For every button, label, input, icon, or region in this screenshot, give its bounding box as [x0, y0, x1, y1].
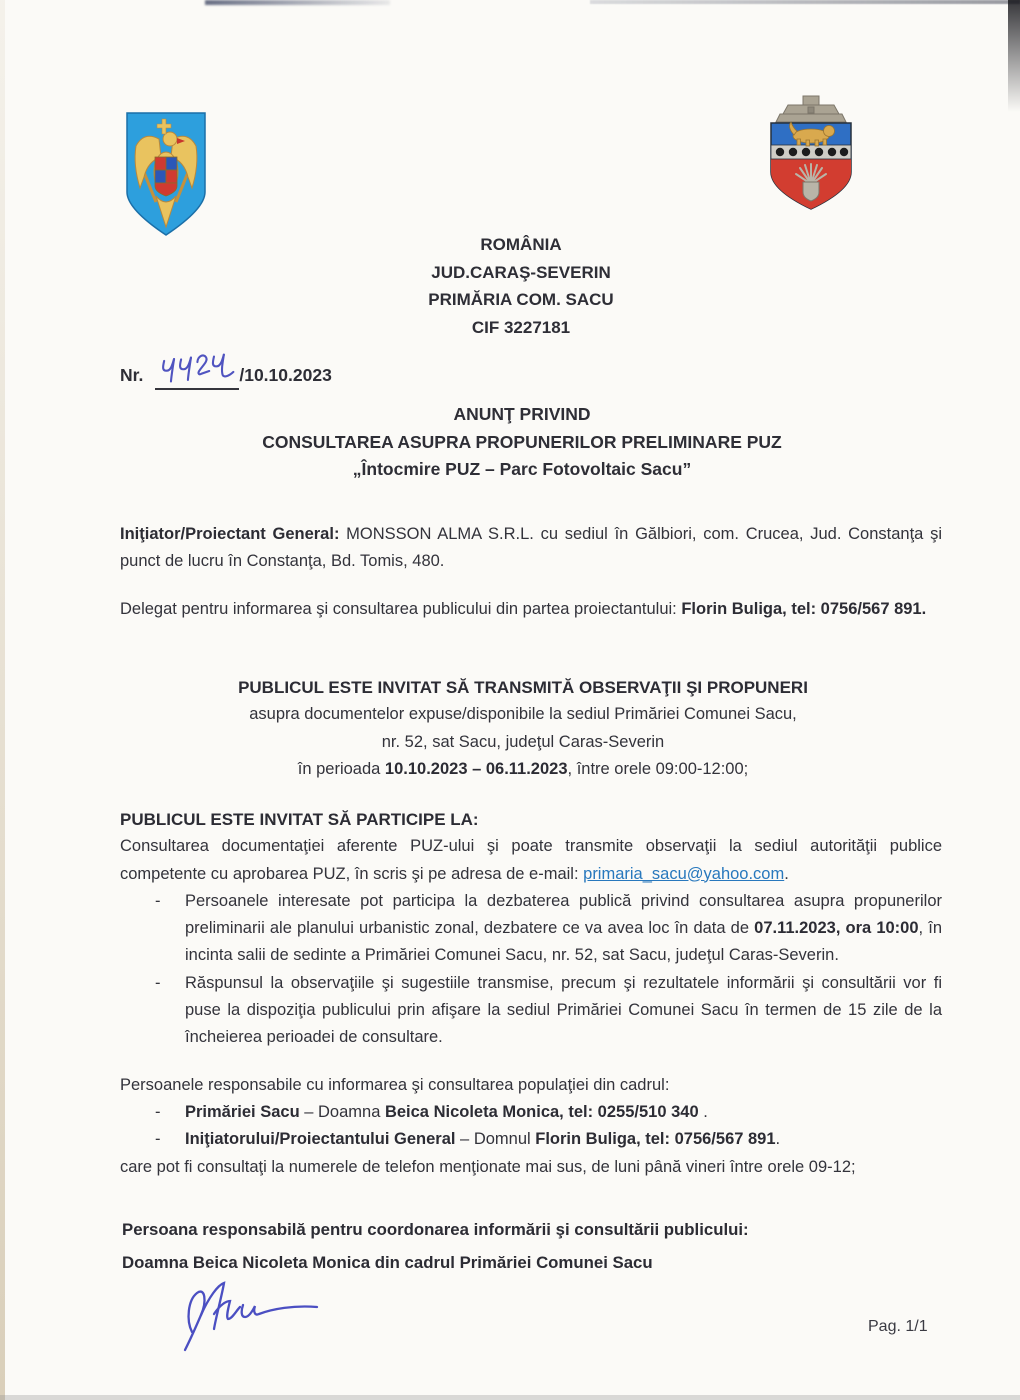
- romania-coat-of-arms-icon: [125, 112, 207, 241]
- responsible-2-entity: Iniţiatorului/Proiectantului General: [185, 1130, 456, 1149]
- participate-heading: PUBLICUL ESTE INVITAT SĂ PARTICIPE LA:: [120, 810, 479, 829]
- letterhead-country: ROMÂNIA: [480, 235, 562, 254]
- registration-date: /10.10.2023: [239, 365, 332, 385]
- responsible-item-2-text: [185, 1126, 780, 1153]
- responsible-1-entity: Primăriei Sacu: [185, 1103, 300, 1122]
- registration-label: Nr.: [120, 365, 144, 385]
- responsible-1-contact: Beica Nicoleta Monica, tel: 0255/510 340: [384, 1103, 699, 1122]
- participate-intro-text: Consultarea documentaţiei aferente PUZ-ului şi poate transmite observaţii la sediul autorităţii publice competente cu aprobarea PUZ, în scris şi pe adresa de e-mail:: [120, 837, 942, 883]
- email-link[interactable]: primaria_sacu@yahoo.com: [583, 864, 785, 883]
- initiator-paragraph: [120, 521, 942, 576]
- period-hours: , între orele 09:00-12:00;: [567, 760, 749, 779]
- responsible-2-contact: Florin Buliga, tel: 0756/567 891: [535, 1130, 776, 1149]
- delegate-paragraph: [120, 596, 942, 624]
- sacu-commune-coat-of-arms-icon: [765, 94, 857, 217]
- bullet-marker: -: [155, 1130, 161, 1149]
- period-dates: 10.10.2023 – 06.11.2023: [384, 760, 568, 779]
- registration-line: [120, 348, 332, 390]
- coordinator-line-2: Doamna Beica Nicoleta Monica din cadrul Primăriei Comunei Sacu: [122, 1253, 653, 1272]
- responsible-outro: care pot fi consultaţi la numerele de telefon menţionate mai sus, de luni până vineri între orele 09-12;: [120, 1157, 856, 1176]
- bullet-1-post: , în incinta salii de sedinte a Primăriei Comunei Sacu, nr. 52, sat Sacu, judeţul Caras-Severin.: [185, 919, 942, 965]
- responsible-item-1: [120, 1099, 942, 1126]
- participate-section: [120, 806, 942, 1052]
- scan-artifact-top-smear: [205, 0, 390, 5]
- responsible-item-1-text: [185, 1099, 708, 1126]
- scan-artifact-bottom-edge: [0, 1395, 1020, 1400]
- invitation-transmit-line-3: [26, 756, 1020, 783]
- period-prefix: în perioada: [297, 760, 385, 779]
- participate-bullet-1: [120, 888, 942, 970]
- coordinator-line-1: Persoana responsabilă pentru coordonarea informării şi consultării publicului:: [122, 1220, 749, 1239]
- scan-artifact-top-right-strip: [1008, 0, 1020, 112]
- responsible-section: [120, 1072, 942, 1181]
- initiator-label: Iniţiator/Proiectant General:: [120, 524, 340, 543]
- invitation-transmit-line-1: asupra documentelor expuse/disponibile la sediul Primăriei Comunei Sacu,: [249, 705, 797, 724]
- responsible-2-post: .: [775, 1130, 781, 1149]
- page-number: Pag. 1/1: [868, 1318, 928, 1335]
- responsible-item-2: [120, 1126, 942, 1153]
- title-line-1: ANUNŢ PRIVIND: [453, 404, 591, 424]
- scan-artifact-top-edge: [590, 0, 1020, 4]
- participate-intro-period: .: [784, 864, 789, 883]
- handwritten-registration-number: [155, 346, 239, 390]
- bullet-marker: -: [155, 891, 161, 910]
- coordinator-section: [122, 1216, 944, 1276]
- letterhead: [0, 231, 1020, 341]
- letterhead-institution: PRIMĂRIA COM. SACU: [428, 290, 614, 309]
- initiator-text: MONSSON ALMA S.R.L. cu sediul în Gălbiori, com. Crucea, Jud. Constanţa şi punct de lucru în Constanţa, Bd. Tomis, 480.: [120, 524, 942, 570]
- participate-bullet-1-text: [185, 888, 942, 970]
- bullet-marker: -: [155, 1103, 161, 1122]
- delegate-contact: Florin Buliga, tel: 0756/567 891.: [681, 599, 927, 618]
- bullet-marker: -: [155, 973, 161, 992]
- title-line-3: „Întocmire PUZ – Parc Fotovoltaic Sacu”: [352, 459, 692, 479]
- handwritten-signature: [176, 1274, 326, 1361]
- responsible-1-post: .: [698, 1103, 708, 1122]
- invitation-transmit-block: [0, 674, 1020, 784]
- title-line-2: CONSULTAREA ASUPRA PROPUNERILOR PRELIMINARE PUZ: [262, 431, 782, 452]
- letterhead-county: JUD.CARAŞ-SEVERIN: [431, 262, 611, 282]
- letterhead-cif: CIF 3227181: [471, 317, 571, 337]
- bullet-1-pre: Persoanele interesate pot participa la dezbaterea publică privind consultarea asupra propunerilor preliminarii ale planului urbanistic zonal, dezbatere ce va avea loc în data de: [185, 891, 942, 938]
- responsible-intro: Persoanele responsabile cu informarea şi consultarea populaţiei din cadrul:: [120, 1076, 670, 1094]
- invitation-transmit-heading: PUBLICUL ESTE INVITAT SĂ TRANSMITĂ OBSERVAŢII ŞI PROPUNERI: [238, 678, 808, 697]
- invitation-transmit-line-2: nr. 52, sat Sacu, judeţul Caras-Severin: [381, 732, 665, 751]
- responsible-1-mid: – Doamna: [299, 1103, 385, 1122]
- participate-bullet-2: [120, 970, 942, 1052]
- document-title: [0, 401, 1020, 484]
- participate-bullet-2-text: [185, 970, 942, 1052]
- participate-intro: [120, 833, 942, 888]
- bullet-2-pre: Răspunsul la observaţiile şi sugestiile transmise, precum şi rezultatele informării şi consultării vor fi puse la dispoziţia publicului prin afişare la sediul Primăriei Comunei Sacu în termen de 15 zile de la încheierea perioadei de consultare.: [185, 973, 942, 1047]
- delegate-text: Delegat pentru informarea şi consultarea publicului din partea proiectantului:: [120, 599, 682, 618]
- responsible-2-mid: – Domnul: [455, 1130, 536, 1149]
- bullet-1-date: 07.11.2023, ora 10:00: [754, 919, 919, 938]
